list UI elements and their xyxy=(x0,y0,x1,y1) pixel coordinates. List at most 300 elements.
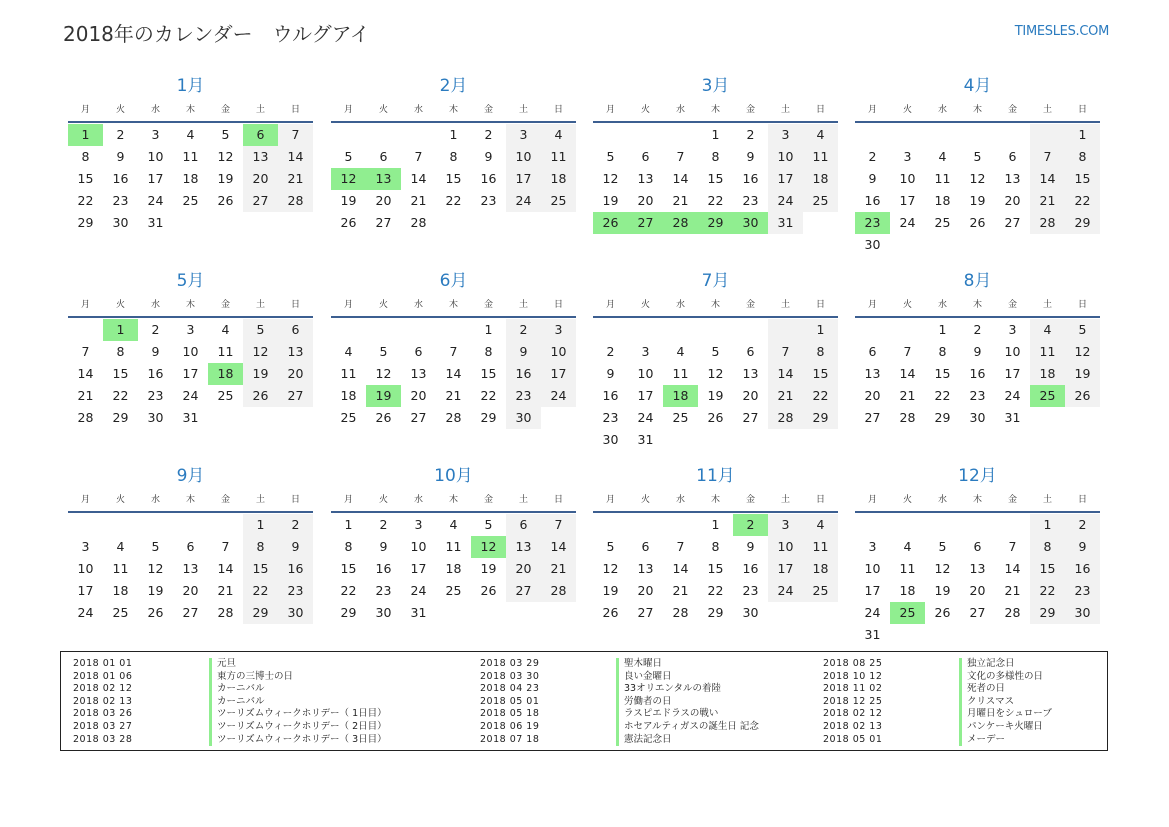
day-cell: 6 xyxy=(868,344,877,359)
day-cell: 21 xyxy=(899,388,916,403)
day-cell: 25 xyxy=(182,193,199,208)
weekday-label: 火 xyxy=(115,105,125,115)
day-cell: 26 xyxy=(934,605,951,620)
day-cell: 12 xyxy=(243,341,278,363)
day-cell: 20 xyxy=(1004,193,1021,208)
weekday-label: 土 xyxy=(518,300,528,310)
legend-column xyxy=(480,658,759,746)
month-block xyxy=(593,463,838,624)
month-block xyxy=(593,73,838,234)
month-block xyxy=(68,268,313,429)
day-cell: 27 xyxy=(410,410,427,425)
holiday-day-cell: 26 xyxy=(593,212,628,234)
day-cell: 13 xyxy=(243,146,278,168)
day-cell: 20 xyxy=(637,583,654,598)
day-cell: 20 xyxy=(864,388,881,403)
day-cell: 25 xyxy=(340,410,357,425)
day-cell: 9 xyxy=(973,344,982,359)
legend-row xyxy=(73,671,387,684)
holiday-day-cell: 6 xyxy=(243,124,278,146)
day-grid xyxy=(68,124,313,234)
day-cell: 21 xyxy=(77,388,94,403)
day-cell: 3 xyxy=(81,539,90,554)
weekday-header xyxy=(593,99,838,123)
day-cell: 4 xyxy=(344,344,353,359)
holiday-day-cell: 12 xyxy=(331,168,366,190)
day-cell: 8 xyxy=(81,149,90,164)
day-cell: 9 xyxy=(116,149,125,164)
empty-cell xyxy=(960,514,995,536)
day-cell: 24 xyxy=(506,190,541,212)
day-cell: 1 xyxy=(803,319,838,341)
day-cell: 7 xyxy=(1008,539,1017,554)
day-cell: 23 xyxy=(375,583,392,598)
day-cell: 30 xyxy=(147,410,164,425)
empty-cell xyxy=(890,514,925,536)
page-title: 2018年のカレンダー ウルグアイ xyxy=(63,22,370,46)
day-cell: 30 xyxy=(864,237,881,252)
day-cell: 18 xyxy=(899,583,916,598)
day-cell: 27 xyxy=(1004,215,1021,230)
day-cell: 10 xyxy=(768,536,803,558)
weekday-label: 木 xyxy=(710,495,720,505)
month-block xyxy=(68,73,313,234)
day-cell: 30 xyxy=(112,215,129,230)
day-cell: 7 xyxy=(903,344,912,359)
day-cell: 27 xyxy=(506,580,541,602)
day-cell: 26 xyxy=(480,583,497,598)
day-cell: 16 xyxy=(506,363,541,385)
legend-date: 2018 10 12 xyxy=(823,670,883,682)
weekday-label: 火 xyxy=(902,105,912,115)
day-cell: 15 xyxy=(445,171,462,186)
legend-row xyxy=(823,696,1052,709)
legend-column xyxy=(823,658,1052,746)
holiday-day-cell: 28 xyxy=(663,212,698,234)
day-cell: 20 xyxy=(182,583,199,598)
month-name: 4月 xyxy=(963,76,992,96)
day-cell: 21 xyxy=(672,583,689,598)
weekday-label: 月 xyxy=(867,300,877,310)
day-cell: 22 xyxy=(445,193,462,208)
weekday-header xyxy=(68,489,313,513)
day-cell: 11 xyxy=(112,561,129,576)
day-cell: 29 xyxy=(480,410,497,425)
day-cell: 9 xyxy=(1065,536,1100,558)
empty-cell xyxy=(1030,124,1065,146)
day-cell: 15 xyxy=(934,366,951,381)
empty-cell xyxy=(331,124,366,146)
legend-holiday-name: 元旦 xyxy=(209,658,236,671)
day-cell: 10 xyxy=(506,146,541,168)
holiday-day-cell: 29 xyxy=(698,212,733,234)
legend-holiday-name: 33オリエンタルの着陸 xyxy=(616,683,721,696)
empty-cell xyxy=(68,514,103,536)
weekday-label: 土 xyxy=(1042,105,1052,115)
weekday-label: 木 xyxy=(972,495,982,505)
day-cell: 17 xyxy=(506,168,541,190)
legend-date: 2018 04 23 xyxy=(480,683,540,695)
weekday-label: 金 xyxy=(1007,105,1017,115)
day-cell: 7 xyxy=(768,341,803,363)
day-cell: 12 xyxy=(602,561,619,576)
day-cell: 21 xyxy=(1030,190,1065,212)
holiday-day-cell: 1 xyxy=(68,124,103,146)
month-name: 8月 xyxy=(963,271,992,291)
day-cell: 23 xyxy=(278,580,313,602)
day-cell: 18 xyxy=(803,168,838,190)
weekday-label: 日 xyxy=(290,105,300,115)
empty-cell xyxy=(855,124,890,146)
day-cell: 26 xyxy=(147,605,164,620)
weekday-label: 月 xyxy=(80,495,90,505)
legend-row xyxy=(480,683,759,696)
weekday-label: 木 xyxy=(972,105,982,115)
day-cell: 14 xyxy=(1030,168,1065,190)
weekday-label: 木 xyxy=(448,300,458,310)
legend-row xyxy=(823,708,1052,721)
day-cell: 30 xyxy=(1065,602,1100,624)
legend-holiday-name: 憲法記念日 xyxy=(616,734,672,747)
day-cell: 10 xyxy=(182,344,199,359)
day-cell: 28 xyxy=(1030,212,1065,234)
day-cell: 29 xyxy=(243,602,278,624)
day-cell: 21 xyxy=(278,168,313,190)
day-cell: 10 xyxy=(77,561,94,576)
day-cell: 30 xyxy=(969,410,986,425)
day-cell: 8 xyxy=(711,149,720,164)
holiday-day-cell: 19 xyxy=(366,385,401,407)
day-cell: 16 xyxy=(278,558,313,580)
day-cell: 6 xyxy=(186,539,195,554)
day-cell: 7 xyxy=(541,514,576,536)
day-cell: 16 xyxy=(602,388,619,403)
weekday-header xyxy=(593,294,838,318)
day-cell: 19 xyxy=(934,583,951,598)
day-cell: 11 xyxy=(1030,341,1065,363)
day-cell: 4 xyxy=(903,539,912,554)
legend-date: 2018 05 01 xyxy=(480,695,540,707)
day-cell: 14 xyxy=(672,171,689,186)
day-cell: 31 xyxy=(182,410,199,425)
day-cell: 15 xyxy=(1030,558,1065,580)
weekday-header xyxy=(593,489,838,513)
day-cell: 11 xyxy=(541,146,576,168)
day-cell: 16 xyxy=(147,366,164,381)
day-cell: 29 xyxy=(340,605,357,620)
day-cell: 6 xyxy=(973,539,982,554)
day-cell: 2 xyxy=(746,127,755,142)
day-cell: 25 xyxy=(803,190,838,212)
day-cell: 14 xyxy=(1004,561,1021,576)
day-cell: 6 xyxy=(379,149,388,164)
day-cell: 18 xyxy=(1030,363,1065,385)
empty-cell xyxy=(855,319,890,341)
day-cell: 7 xyxy=(676,539,685,554)
day-cell: 22 xyxy=(340,583,357,598)
day-cell: 17 xyxy=(768,168,803,190)
day-cell: 12 xyxy=(934,561,951,576)
day-cell: 29 xyxy=(1030,602,1065,624)
empty-cell xyxy=(663,124,698,146)
legend-date: 2018 08 25 xyxy=(823,658,883,669)
weekday-label: 土 xyxy=(518,495,528,505)
month-name: 10月 xyxy=(434,466,473,486)
day-grid xyxy=(593,319,838,451)
day-cell: 8 xyxy=(803,341,838,363)
day-cell: 7 xyxy=(81,344,90,359)
weekday-label: 土 xyxy=(255,105,265,115)
legend-holiday-name: 文化の多様性の日 xyxy=(959,671,1043,684)
day-cell: 18 xyxy=(541,168,576,190)
day-grid xyxy=(68,514,313,624)
empty-cell xyxy=(855,514,890,536)
empty-cell xyxy=(925,124,960,146)
day-cell: 31 xyxy=(864,627,881,642)
month-name: 5月 xyxy=(176,271,205,291)
empty-cell xyxy=(593,319,628,341)
empty-cell xyxy=(890,319,925,341)
holiday-day-cell: 18 xyxy=(208,363,243,385)
weekday-label: 日 xyxy=(553,495,563,505)
day-cell: 22 xyxy=(243,580,278,602)
weekday-header xyxy=(855,489,1100,513)
holiday-day-cell: 30 xyxy=(733,212,768,234)
month-block xyxy=(855,463,1100,646)
day-grid xyxy=(855,124,1100,256)
day-cell: 12 xyxy=(707,366,724,381)
day-cell: 8 xyxy=(1030,536,1065,558)
weekday-label: 金 xyxy=(483,105,493,115)
legend-row xyxy=(823,683,1052,696)
day-cell: 1 xyxy=(1065,124,1100,146)
day-cell: 13 xyxy=(182,561,199,576)
day-cell: 24 xyxy=(899,215,916,230)
weekday-label: 土 xyxy=(255,300,265,310)
day-cell: 29 xyxy=(707,605,724,620)
day-cell: 1 xyxy=(344,517,353,532)
day-cell: 2 xyxy=(1065,514,1100,536)
legend-holiday-name: 月曜日をシュローブ xyxy=(959,708,1052,721)
weekday-label: 水 xyxy=(675,105,685,115)
day-cell: 27 xyxy=(969,605,986,620)
legend-row xyxy=(73,734,387,747)
weekday-label: 木 xyxy=(185,105,195,115)
day-cell: 2 xyxy=(606,344,615,359)
legend-row xyxy=(823,734,1052,747)
legend-holiday-name: 聖木曜日 xyxy=(616,658,662,671)
day-cell: 18 xyxy=(340,388,357,403)
month-name: 2月 xyxy=(439,76,468,96)
day-cell: 17 xyxy=(182,366,199,381)
legend-date: 2018 01 01 xyxy=(73,658,133,669)
day-cell: 9 xyxy=(484,149,493,164)
day-cell: 9 xyxy=(746,539,755,554)
legend-date: 2018 03 27 xyxy=(73,720,133,732)
day-grid xyxy=(331,124,576,234)
weekday-label: 水 xyxy=(937,105,947,115)
day-cell: 16 xyxy=(480,171,497,186)
day-cell: 5 xyxy=(711,344,720,359)
day-cell: 7 xyxy=(676,149,685,164)
day-cell: 31 xyxy=(768,212,803,234)
weekday-label: 木 xyxy=(185,300,195,310)
day-cell: 27 xyxy=(637,605,654,620)
day-cell: 4 xyxy=(116,539,125,554)
day-cell: 4 xyxy=(541,124,576,146)
day-cell: 13 xyxy=(278,341,313,363)
day-cell: 12 xyxy=(375,366,392,381)
weekday-label: 月 xyxy=(343,105,353,115)
weekday-label: 日 xyxy=(1077,495,1087,505)
day-cell: 21 xyxy=(445,388,462,403)
day-cell: 3 xyxy=(1008,322,1017,337)
weekday-label: 日 xyxy=(815,300,825,310)
day-cell: 30 xyxy=(602,432,619,447)
month-block xyxy=(855,73,1100,256)
day-cell: 13 xyxy=(637,561,654,576)
day-cell: 10 xyxy=(1004,344,1021,359)
day-cell: 8 xyxy=(116,344,125,359)
day-cell: 19 xyxy=(602,583,619,598)
day-cell: 26 xyxy=(375,410,392,425)
weekday-label: 金 xyxy=(220,105,230,115)
day-cell: 14 xyxy=(672,561,689,576)
day-cell: 3 xyxy=(641,344,650,359)
day-cell: 11 xyxy=(672,366,689,381)
empty-cell xyxy=(173,514,208,536)
day-cell: 10 xyxy=(410,539,427,554)
day-cell: 25 xyxy=(217,388,234,403)
day-cell: 2 xyxy=(278,514,313,536)
day-cell: 12 xyxy=(602,171,619,186)
day-cell: 2 xyxy=(116,127,125,142)
weekday-header xyxy=(68,294,313,318)
day-cell: 24 xyxy=(768,190,803,212)
weekday-label: 日 xyxy=(815,105,825,115)
weekday-label: 水 xyxy=(675,495,685,505)
weekday-label: 月 xyxy=(80,105,90,115)
day-cell: 13 xyxy=(969,561,986,576)
day-cell: 23 xyxy=(147,388,164,403)
day-cell: 12 xyxy=(147,561,164,576)
weekday-label: 木 xyxy=(448,105,458,115)
legend-row xyxy=(73,658,387,671)
day-cell: 18 xyxy=(112,583,129,598)
legend-date: 2018 01 06 xyxy=(73,670,133,682)
day-cell: 15 xyxy=(243,558,278,580)
legend-date: 2018 03 26 xyxy=(73,708,133,720)
day-cell: 19 xyxy=(147,583,164,598)
empty-cell xyxy=(436,319,471,341)
day-cell: 15 xyxy=(340,561,357,576)
day-cell: 15 xyxy=(112,366,129,381)
weekday-label: 水 xyxy=(413,300,423,310)
day-cell: 21 xyxy=(768,385,803,407)
day-grid xyxy=(855,319,1100,429)
day-cell: 20 xyxy=(969,583,986,598)
day-cell: 11 xyxy=(803,146,838,168)
weekday-label: 火 xyxy=(378,495,388,505)
legend-date: 2018 02 12 xyxy=(823,708,883,720)
day-cell: 20 xyxy=(506,558,541,580)
day-cell: 9 xyxy=(379,539,388,554)
day-cell: 24 xyxy=(1004,388,1021,403)
day-cell: 18 xyxy=(934,193,951,208)
day-cell: 23 xyxy=(742,193,759,208)
day-cell: 13 xyxy=(864,366,881,381)
legend-date: 2018 11 02 xyxy=(823,683,883,695)
day-cell: 16 xyxy=(375,561,392,576)
month-block xyxy=(68,463,313,624)
day-cell: 5 xyxy=(1065,319,1100,341)
day-cell: 4 xyxy=(449,517,458,532)
day-cell: 17 xyxy=(410,561,427,576)
legend-holiday-name: 独立記念日 xyxy=(959,658,1015,671)
weekday-label: 日 xyxy=(1077,105,1087,115)
legend-date: 2018 12 25 xyxy=(823,695,883,707)
day-cell: 29 xyxy=(803,407,838,429)
weekday-label: 金 xyxy=(1007,300,1017,310)
day-cell: 5 xyxy=(151,539,160,554)
day-cell: 20 xyxy=(278,363,313,385)
day-cell: 7 xyxy=(414,149,423,164)
weekday-label: 火 xyxy=(640,105,650,115)
day-cell: 14 xyxy=(410,171,427,186)
empty-cell xyxy=(366,319,401,341)
legend-holiday-name: カーニバル xyxy=(209,696,265,709)
day-cell: 17 xyxy=(899,193,916,208)
day-cell: 25 xyxy=(934,215,951,230)
day-cell: 26 xyxy=(707,410,724,425)
day-cell: 23 xyxy=(506,385,541,407)
day-cell: 11 xyxy=(445,539,462,554)
empty-cell xyxy=(768,319,803,341)
day-grid xyxy=(331,319,576,429)
weekday-label: 土 xyxy=(255,495,265,505)
day-cell: 16 xyxy=(742,171,759,186)
weekday-label: 水 xyxy=(150,300,160,310)
day-cell: 16 xyxy=(969,366,986,381)
day-cell: 26 xyxy=(340,215,357,230)
weekday-label: 火 xyxy=(902,495,912,505)
day-cell: 23 xyxy=(602,410,619,425)
day-cell: 13 xyxy=(506,536,541,558)
legend-holiday-name: カーニバル xyxy=(209,683,265,696)
day-cell: 8 xyxy=(484,344,493,359)
day-cell: 18 xyxy=(445,561,462,576)
weekday-label: 金 xyxy=(745,495,755,505)
weekday-label: 水 xyxy=(413,495,423,505)
day-cell: 9 xyxy=(278,536,313,558)
day-cell: 6 xyxy=(506,514,541,536)
weekday-header xyxy=(331,99,576,123)
weekday-header xyxy=(855,294,1100,318)
day-cell: 3 xyxy=(868,539,877,554)
day-cell: 7 xyxy=(1030,146,1065,168)
empty-cell xyxy=(733,319,768,341)
day-cell: 20 xyxy=(243,168,278,190)
day-cell: 31 xyxy=(1004,410,1021,425)
month-name: 7月 xyxy=(701,271,730,291)
day-cell: 22 xyxy=(803,385,838,407)
empty-cell xyxy=(995,514,1030,536)
day-cell: 1 xyxy=(484,322,493,337)
weekday-label: 土 xyxy=(780,105,790,115)
day-cell: 17 xyxy=(637,388,654,403)
empty-cell xyxy=(663,319,698,341)
weekday-label: 土 xyxy=(1042,495,1052,505)
